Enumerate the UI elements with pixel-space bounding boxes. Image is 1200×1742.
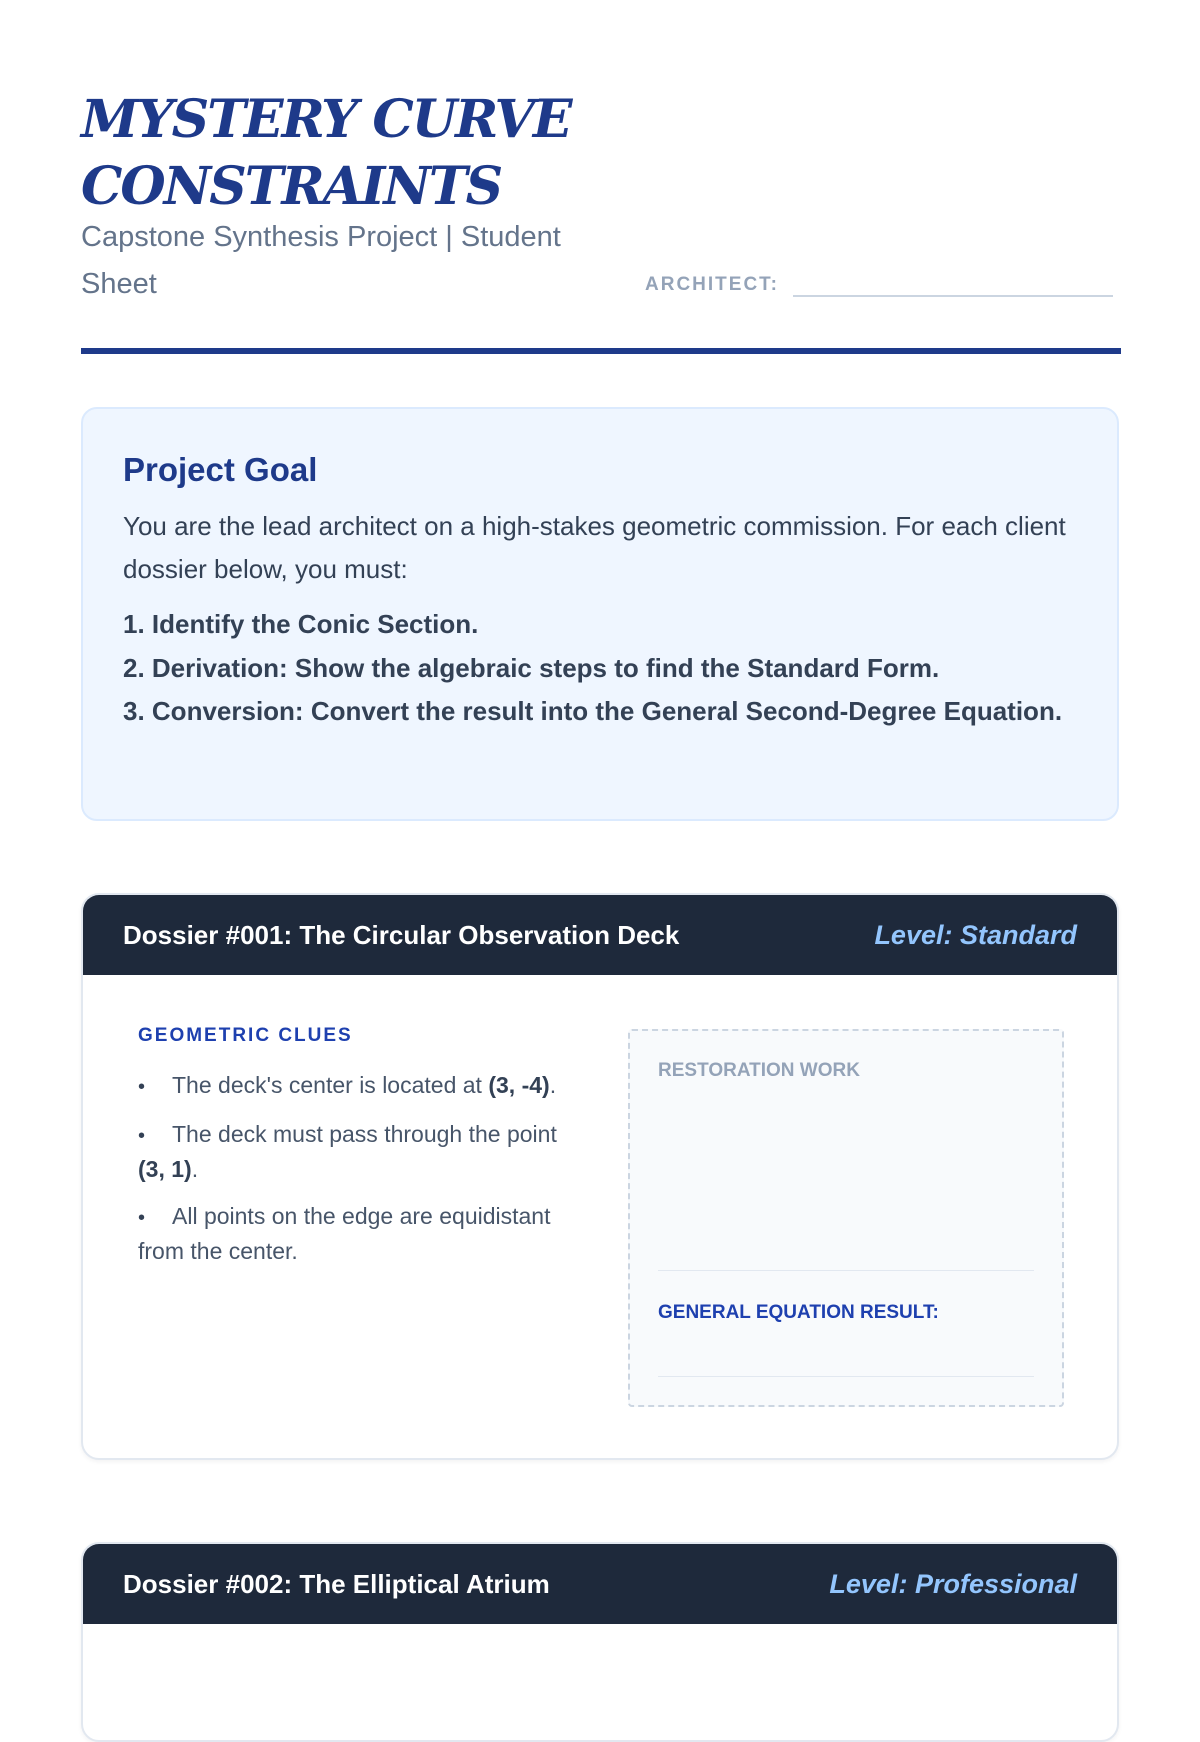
work-heading: RESTORATION WORK [658,1060,860,1081]
goal-steps-list [123,603,1077,734]
dossier-level: Level: Standard [874,919,1077,950]
clue-item [138,1118,568,1186]
goal-step: 3. Conversion: Convert the result into the General Second-Degree Equation. [123,696,1063,726]
bullet-icon: • [138,1207,146,1229]
clue-value: (3, -4) [488,1072,550,1098]
clue-text: The deck must pass through the point [172,1121,557,1147]
page-title: MYSTERY CURVE CONSTRAINTS [81,89,571,217]
dossier-level: Level: Professional [829,1568,1077,1599]
general-equation-label: GENERAL EQUATION RESULT: [658,1302,939,1323]
clue-item [138,1200,568,1268]
dossier-title: Dossier #001: The Circular Observation Deck [123,919,680,950]
architect-name-line[interactable] [793,265,1113,297]
geometric-clues [138,1025,568,1282]
clue-value: (3, 1) [138,1156,192,1182]
page-subtitle: Capstone Synthesis Project | Student Sheet [81,221,561,300]
work-divider [658,1270,1034,1271]
clue-suffix: . [549,1072,557,1098]
general-equation-answer-line[interactable] [658,1376,1034,1377]
clue-list [138,1069,568,1268]
dossier-header [83,895,1117,975]
goal-intro: You are the lead architect on a high-stakes geometric commission. For each client dossier below, you must: [123,511,1066,584]
clue-text: All points on the edge are equidistant from the center. [138,1203,551,1264]
clue-suffix: . [191,1156,199,1182]
sheet-header [81,0,1121,356]
restoration-work-area[interactable] [628,1029,1064,1407]
clue-item [138,1069,568,1104]
dossier-title: Dossier #002: The Elliptical Atrium [123,1568,550,1599]
architect-label: ARCHITECT: [645,274,779,295]
dossier-body [83,975,1117,1460]
student-sheet [81,0,1121,1599]
clue-text: The deck's center is located at [172,1072,489,1098]
header-divider [81,348,1121,354]
dossier-card-002 [81,1542,1119,1742]
goal-title: Project Goal [123,451,318,488]
project-goal-box [81,407,1119,821]
dossier-header [83,1544,1117,1624]
architect-field [645,265,1113,297]
bullet-icon: • [138,1076,146,1098]
goal-step: 2. Derivation: Show the algebraic steps to find the Standard Form. [123,652,940,683]
goal-step: 1. Identify the Conic Section. [123,609,479,639]
bullet-icon: • [138,1125,146,1147]
dossier-card-001 [81,893,1119,1460]
clues-heading: GEOMETRIC CLUES [138,1025,353,1046]
